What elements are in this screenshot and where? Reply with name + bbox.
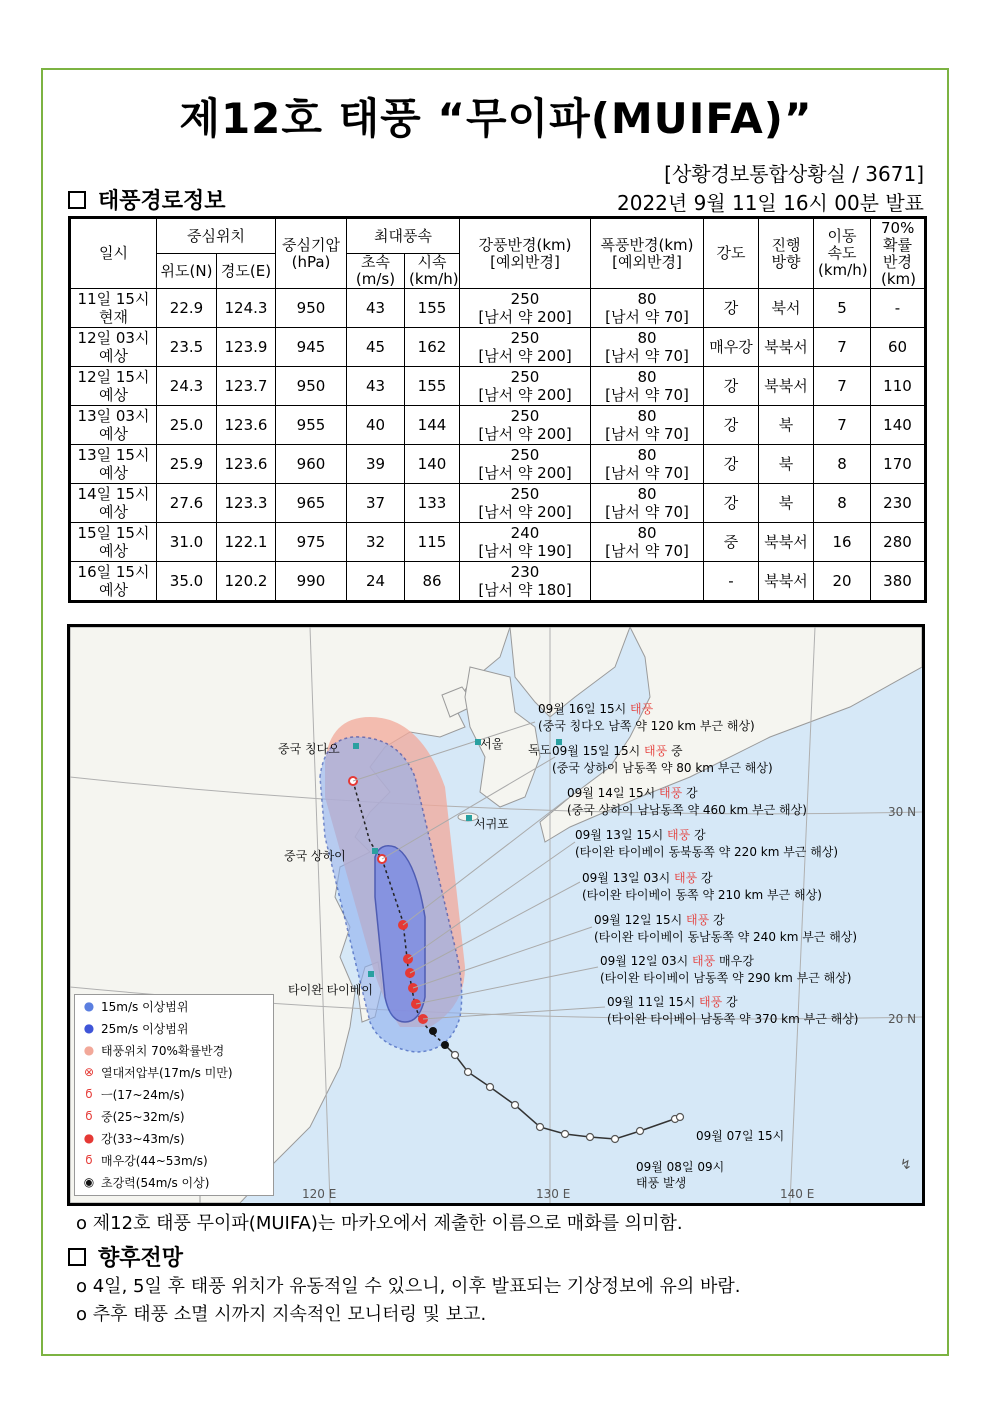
cell-direction: 북북서 — [759, 523, 814, 562]
cell-strong-radius: 250 [남서 약 200] — [460, 406, 591, 445]
table-row — [70, 562, 926, 602]
name-note: o 제12호 태풍 무이파(MUIFA)는 마카오에서 제출한 이름으로 매화를 의미함. — [76, 1213, 683, 1234]
legend-item-td: ⊗ 열대저압부(17m/s 미만) — [83, 1065, 233, 1080]
header-strong-radius: 강풍반경(km) [예외반경] — [460, 218, 591, 289]
cell-pressure: 990 — [276, 562, 347, 602]
track-annotation: 09월 11일 15시 태풍 강 (타이완 타이베이 남동쪽 약 370 km 부근 해상) — [607, 995, 859, 1026]
legend-item-super: ◉ 초강력(54m/s 이상) — [83, 1175, 210, 1190]
label-qingdao: 중국 칭다오 — [278, 742, 340, 756]
header-kmh: 시속 (km/h) — [405, 254, 460, 289]
cell-lat: 25.0 — [157, 406, 217, 445]
cell-prob: 380 — [871, 562, 926, 602]
cell-time: 13일 03시 예상 — [70, 406, 157, 445]
cell-ms: 43 — [347, 289, 405, 328]
legend-item-prob: ● 태풍위치 70%확률반경 — [83, 1043, 225, 1058]
cell-lon: 123.9 — [217, 328, 276, 367]
genesis-date: 09월 08일 09시 — [636, 1160, 725, 1174]
cell-pressure: 950 — [276, 289, 347, 328]
cell-direction: 북 — [759, 406, 814, 445]
cell-storm-radius: 80 [남서 약 70] — [591, 445, 704, 484]
legend-item-r25: ● 25m/s 이상범위 — [83, 1021, 189, 1036]
cell-prob: 170 — [871, 445, 926, 484]
cell-storm-radius — [591, 562, 704, 602]
track-annotation: 09월 15일 15시 태풍 중 (중국 상하이 남동쪽 약 80 km 부근 해상) — [552, 744, 773, 775]
cell-time: 16일 15시 예상 — [70, 562, 157, 602]
announcement-time: 2022년 9월 11일 16시 00분 발표 — [617, 191, 924, 215]
cell-pressure: 955 — [276, 406, 347, 445]
cell-ms: 37 — [347, 484, 405, 523]
outlook-line-1: o 4일, 5일 후 태풍 위치가 유동적일 수 있으니, 이후 발표되는 기상정보에 유의 바람. — [76, 1276, 741, 1297]
genesis-text: 태풍 발생 — [636, 1176, 687, 1190]
cell-pressure: 945 — [276, 328, 347, 367]
cell-ms: 45 — [347, 328, 405, 367]
cell-lat: 27.6 — [157, 484, 217, 523]
cell-direction: 북서 — [759, 289, 814, 328]
cell-time: 12일 15시 예상 — [70, 367, 157, 406]
cell-time: 12일 03시 예상 — [70, 328, 157, 367]
label-shanghai: 중국 상하이 — [284, 849, 346, 863]
cell-storm-radius: 80 [남서 약 70] — [591, 328, 704, 367]
map-legend — [74, 994, 274, 1196]
cell-kmh: 115 — [405, 523, 460, 562]
cell-speed: 7 — [814, 367, 871, 406]
cell-lon: 124.3 — [217, 289, 276, 328]
label-genesis — [636, 1159, 724, 1191]
cell-kmh: 144 — [405, 406, 460, 445]
table-row — [70, 484, 926, 523]
cell-prob: 280 — [871, 523, 926, 562]
header-lon: 경도(E) — [217, 254, 276, 289]
cell-pressure: 950 — [276, 367, 347, 406]
cell-lat: 23.5 — [157, 328, 217, 367]
track-annotation: 09월 12일 15시 태풍 강 (타이완 타이베이 동남동쪽 약 240 km 부근 해상) — [594, 913, 858, 944]
cell-intensity: 매우강 — [704, 328, 759, 367]
cell-intensity: 강 — [704, 445, 759, 484]
cell-pressure: 965 — [276, 484, 347, 523]
lat-label-20: 20 N — [888, 1012, 917, 1026]
cell-intensity: - — [704, 562, 759, 602]
cell-prob: - — [871, 289, 926, 328]
cell-ms: 24 — [347, 562, 405, 602]
lon-label-140: 140 E — [780, 1187, 815, 1201]
header-pressure: 중심기압 (hPa) — [276, 218, 347, 289]
header-center: 중심위치 — [157, 218, 276, 254]
table-row — [70, 289, 926, 328]
taipei-marker — [368, 971, 374, 977]
header-ms: 초속 (m/s) — [347, 254, 405, 289]
legend-item-r15: ● 15m/s 이상범위 — [83, 999, 189, 1014]
track-annotation: 09월 16일 15시 태풍 (중국 칭다오 남쪽 약 120 km 부근 해상) — [538, 702, 755, 733]
header-max-wind: 최대풍속 — [347, 218, 460, 254]
cell-ms: 40 — [347, 406, 405, 445]
header-storm-radius: 폭풍반경(km) [예외반경] — [591, 218, 704, 289]
cell-intensity: 중 — [704, 523, 759, 562]
cell-speed: 8 — [814, 445, 871, 484]
track-annotation: 09월 14일 15시 태풍 강 (중국 상하이 남남동쪽 약 460 km 부근 해상) — [567, 786, 807, 817]
cell-direction: 북북서 — [759, 562, 814, 602]
track-annotation: 09월 13일 15시 태풍 강 (타이완 타이베이 동북동쪽 약 220 km 부근 해상) — [575, 828, 839, 859]
cell-kmh: 155 — [405, 367, 460, 406]
cell-strong-radius: 240 [남서 약 190] — [460, 523, 591, 562]
header-time: 일시 — [70, 218, 157, 289]
cell-speed: 20 — [814, 562, 871, 602]
compass-icon: ↯ — [900, 1157, 912, 1173]
checkbox-icon — [68, 191, 86, 209]
table-row — [70, 367, 926, 406]
cell-storm-radius: 80 [남서 약 70] — [591, 523, 704, 562]
cell-storm-radius: 80 [남서 약 70] — [591, 289, 704, 328]
cell-kmh: 155 — [405, 289, 460, 328]
section-outlook-heading — [68, 1241, 183, 1272]
cell-speed: 7 — [814, 406, 871, 445]
table-row — [70, 328, 926, 367]
legend-item-strong: ● 강(33~43m/s) — [83, 1131, 185, 1146]
cell-strong-radius: 250 [남서 약 200] — [460, 445, 591, 484]
cell-pressure: 975 — [276, 523, 347, 562]
cell-strong-radius: 250 [남서 약 200] — [460, 328, 591, 367]
cell-intensity: 강 — [704, 367, 759, 406]
label-taipei: 타이완 타이베이 — [288, 983, 373, 997]
lon-label-130: 130 E — [536, 1187, 571, 1201]
qingdao-marker — [353, 743, 359, 749]
cell-lat: 22.9 — [157, 289, 217, 328]
cell-lon: 123.6 — [217, 445, 276, 484]
cell-strong-radius: 250 [남서 약 200] — [460, 484, 591, 523]
section-outlook-title: 향후전망 — [98, 1246, 184, 1271]
cell-lat: 31.0 — [157, 523, 217, 562]
department-label: [상황경보통합상황실 / 3671] — [664, 162, 924, 186]
cell-direction: 북북서 — [759, 367, 814, 406]
cell-direction: 북북서 — [759, 328, 814, 367]
cell-lat: 25.9 — [157, 445, 217, 484]
cell-strong-radius: 230 [남서 약 180] — [460, 562, 591, 602]
cell-ms: 43 — [347, 367, 405, 406]
cell-intensity: 강 — [704, 289, 759, 328]
section-track-heading — [68, 184, 226, 215]
cell-storm-radius: 80 [남서 약 70] — [591, 484, 704, 523]
cell-lon: 120.2 — [217, 562, 276, 602]
cell-lon: 123.6 — [217, 406, 276, 445]
page-title: 제12호 태풍 “무이파(MUIFA)” — [179, 94, 813, 143]
header-prob-radius: 70% 확률 반경 (km) — [871, 218, 926, 289]
cell-storm-radius: 80 [남서 약 70] — [591, 367, 704, 406]
label-seogwipo: 서귀포 — [474, 817, 509, 831]
cell-kmh: 133 — [405, 484, 460, 523]
cell-ms: 39 — [347, 445, 405, 484]
cell-prob: 110 — [871, 367, 926, 406]
header-lat: 위도(N) — [157, 254, 217, 289]
section-track-title: 태풍경로정보 — [98, 189, 226, 214]
cell-time: 13일 15시 예상 — [70, 445, 157, 484]
shanghai-marker — [372, 848, 378, 854]
track-annotation: 09월 13일 03시 태풍 강 (타이완 타이베이 동쪽 약 210 km 부근 해상) — [582, 871, 822, 902]
marker-past-1 — [441, 1041, 449, 1049]
seogwipo-marker — [466, 815, 472, 821]
outlook-line-2: o 추후 태풍 소멸 시까지 지속적인 모니터링 및 보고. — [76, 1304, 487, 1325]
cell-time: 11일 15시 현재 — [70, 289, 157, 328]
cell-kmh: 86 — [405, 562, 460, 602]
label-seoul: 서울 — [480, 737, 504, 751]
typhoon-track-table — [68, 216, 927, 603]
table-row — [70, 406, 926, 445]
track-annotation: 09월 12일 03시 태풍 매우강 (타이완 타이베이 남동쪽 약 290 km 부근 해상) — [600, 954, 852, 985]
cell-direction: 북 — [759, 484, 814, 523]
cell-prob: 60 — [871, 328, 926, 367]
table-row — [70, 445, 926, 484]
header-direction: 진행 방향 — [759, 218, 814, 289]
cell-prob: 140 — [871, 406, 926, 445]
checkbox-icon — [68, 1248, 86, 1266]
cell-lat: 35.0 — [157, 562, 217, 602]
cell-speed: 8 — [814, 484, 871, 523]
cell-intensity: 강 — [704, 406, 759, 445]
cell-storm-radius: 80 [남서 약 70] — [591, 406, 704, 445]
cell-kmh: 162 — [405, 328, 460, 367]
marker-current — [429, 1027, 437, 1035]
cell-prob: 230 — [871, 484, 926, 523]
header-speed: 이동 속도 (km/h) — [814, 218, 871, 289]
lon-label-120: 120 E — [302, 1187, 337, 1201]
cell-time: 15일 15시 예상 — [70, 523, 157, 562]
cell-lon: 123.3 — [217, 484, 276, 523]
header-intensity: 강도 — [704, 218, 759, 289]
cell-time: 14일 15시 예상 — [70, 484, 157, 523]
legend-item-weak: ϭ ㅡ(17~24m/s) — [85, 1087, 185, 1102]
table-row — [70, 523, 926, 562]
label-start: 09월 07일 15시 — [696, 1129, 785, 1143]
cell-kmh: 140 — [405, 445, 460, 484]
cell-lon: 122.1 — [217, 523, 276, 562]
cell-strong-radius: 250 [남서 약 200] — [460, 289, 591, 328]
cell-direction: 북 — [759, 445, 814, 484]
label-dokdo: 독도 — [528, 743, 552, 757]
cell-speed: 7 — [814, 328, 871, 367]
legend-item-medium: ϭ 중(25~32m/s) — [85, 1109, 185, 1124]
cell-speed: 16 — [814, 523, 871, 562]
lat-label-30: 30 N — [888, 805, 917, 819]
cell-strong-radius: 250 [남서 약 200] — [460, 367, 591, 406]
cell-intensity: 강 — [704, 484, 759, 523]
legend-item-very-strong: ϭ 매우강(44~53m/s) — [85, 1153, 208, 1168]
cell-lon: 123.7 — [217, 367, 276, 406]
cell-speed: 5 — [814, 289, 871, 328]
cell-pressure: 960 — [276, 445, 347, 484]
cell-lat: 24.3 — [157, 367, 217, 406]
cell-ms: 32 — [347, 523, 405, 562]
